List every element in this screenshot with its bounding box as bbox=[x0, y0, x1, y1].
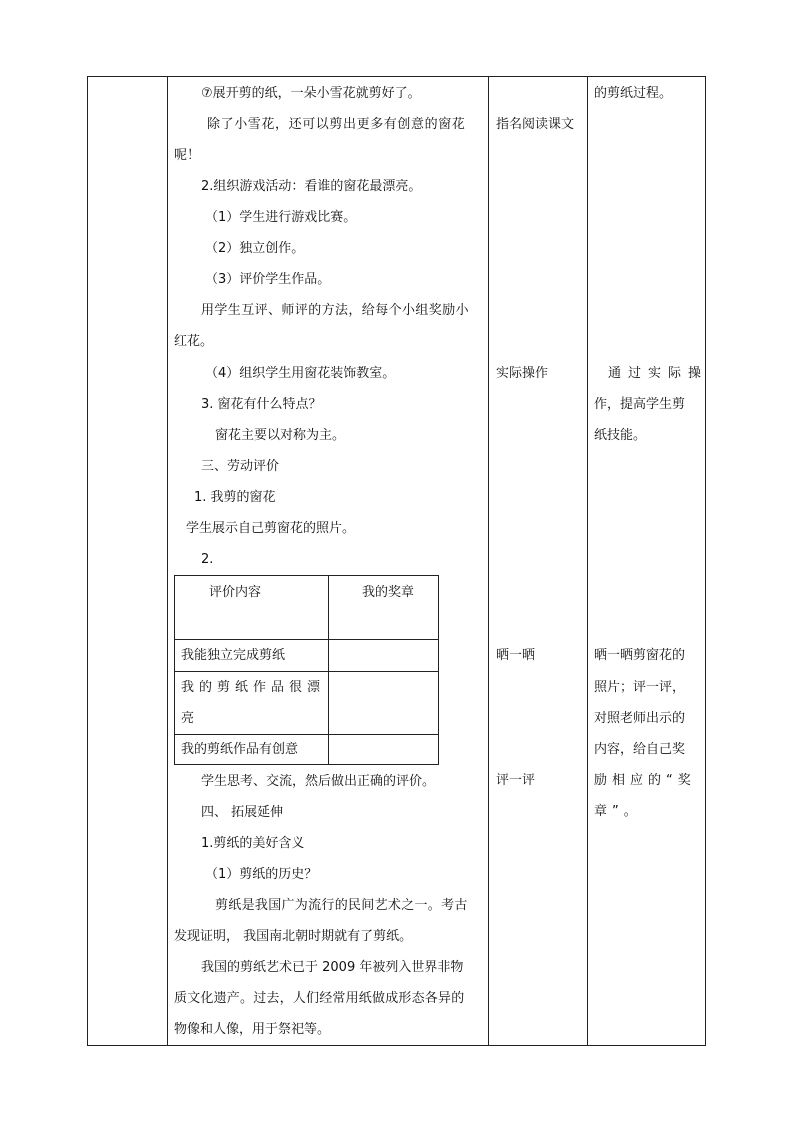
eval-row-1: 我能独立完成剪纸 bbox=[181, 648, 286, 663]
feature-question: 3. 窗花有什么特点？ bbox=[201, 397, 322, 412]
section-3-heading: 三、劳动评价 bbox=[201, 459, 280, 474]
eval-row-3: 我的剪纸作品有创意 bbox=[181, 742, 299, 757]
purpose-3-line2: 照片；评一评， bbox=[594, 680, 686, 695]
activity-show: 晒一晒 bbox=[496, 648, 536, 663]
purpose-3-line3: 对照老师出示的 bbox=[594, 711, 686, 726]
eval-header-medal: 我的奖章 bbox=[362, 585, 415, 600]
column-divider-1 bbox=[167, 77, 168, 1045]
game-item-2: （2）独立创作。 bbox=[205, 241, 305, 256]
show-photos: 学生展示自己剪窗花的照片。 bbox=[186, 521, 356, 536]
history-question: （1）剪纸的历史？ bbox=[205, 867, 318, 882]
purpose-2-line3: 纸技能。 bbox=[594, 428, 647, 443]
heritage-paragraph-end: 物像和人像，用于祭祀等。 bbox=[174, 1022, 331, 1037]
game-activity: 2.组织游戏活动：看谁的窗花最漂亮。 bbox=[201, 179, 422, 194]
heritage-paragraph: 我国的剪纸艺术已于 2009 年被列入世界非物 bbox=[201, 960, 464, 975]
purpose-2-line2: 作，提高学生剪 bbox=[594, 397, 686, 412]
eval-row-line-2 bbox=[175, 671, 438, 672]
heritage-paragraph-cont: 质文化遗产。过去，人们经常用纸做成形态各异的 bbox=[174, 991, 465, 1006]
feature-answer: 窗花主要以对称为主。 bbox=[215, 428, 346, 443]
eval-header-content: 评价内容 bbox=[209, 585, 262, 600]
evaluation-method-cont: 红花。 bbox=[174, 334, 214, 349]
activity-practice: 实际操作 bbox=[496, 366, 549, 381]
paper-cutting-meaning: 1.剪纸的美好含义 bbox=[201, 836, 305, 851]
column-divider-2 bbox=[488, 77, 489, 1045]
purpose-3-line6: 章”。 bbox=[594, 804, 642, 819]
purpose-3-line5: 励相应的“奖 bbox=[594, 773, 696, 788]
step-7: ⑦展开剪的纸，一朵小雪花就剪好了。 bbox=[201, 86, 421, 101]
student-discussion: 学生思考、交流，然后做出正确的评价。 bbox=[201, 774, 436, 789]
game-item-3: （3）评价学生作品。 bbox=[205, 272, 331, 287]
purpose-3-line1: 晒一晒剪窗花的 bbox=[594, 648, 686, 663]
purpose-2-line1: 通过实际操 bbox=[608, 366, 709, 381]
eval-row-2-line1: 我的剪纸作品很漂 bbox=[181, 680, 326, 695]
purpose-1: 的剪纸过程。 bbox=[594, 86, 673, 101]
activity-evaluate: 评一评 bbox=[496, 773, 536, 788]
purpose-3-line4: 内容，给自己奖 bbox=[594, 742, 686, 757]
paragraph-more-snowflakes: 除了小雪花，还可以剪出更多有创意的窗花 bbox=[207, 117, 466, 132]
evaluation-table bbox=[174, 575, 439, 765]
item-my-window-flower: 1. 我剪的窗花 bbox=[194, 490, 276, 505]
activity-read-aloud: 指名阅读课文 bbox=[496, 117, 575, 132]
column-divider-3 bbox=[587, 77, 588, 1045]
game-item-1: （1）学生进行游戏比赛。 bbox=[205, 210, 357, 225]
eval-row-line-3 bbox=[175, 734, 438, 735]
history-answer: 剪纸是我国广为流行的民间艺术之一。考古 bbox=[215, 898, 468, 913]
history-answer-cont: 发现证明， 我国南北朝时期就有了剪纸。 bbox=[174, 929, 413, 944]
item-2-label: 2. bbox=[201, 552, 214, 567]
eval-row-line-1 bbox=[175, 639, 438, 640]
eval-row-2-line2: 亮 bbox=[181, 711, 195, 726]
section-4-heading: 四、 拓展延伸 bbox=[201, 805, 284, 820]
paragraph-more-snowflakes-cont: 呢！ bbox=[174, 148, 201, 163]
game-item-4: （4）组织学生用窗花装饰教室。 bbox=[205, 366, 396, 381]
eval-col-divider bbox=[328, 576, 329, 764]
evaluation-method: 用学生互评、师评的方法，给每个小组奖励小 bbox=[201, 303, 470, 318]
